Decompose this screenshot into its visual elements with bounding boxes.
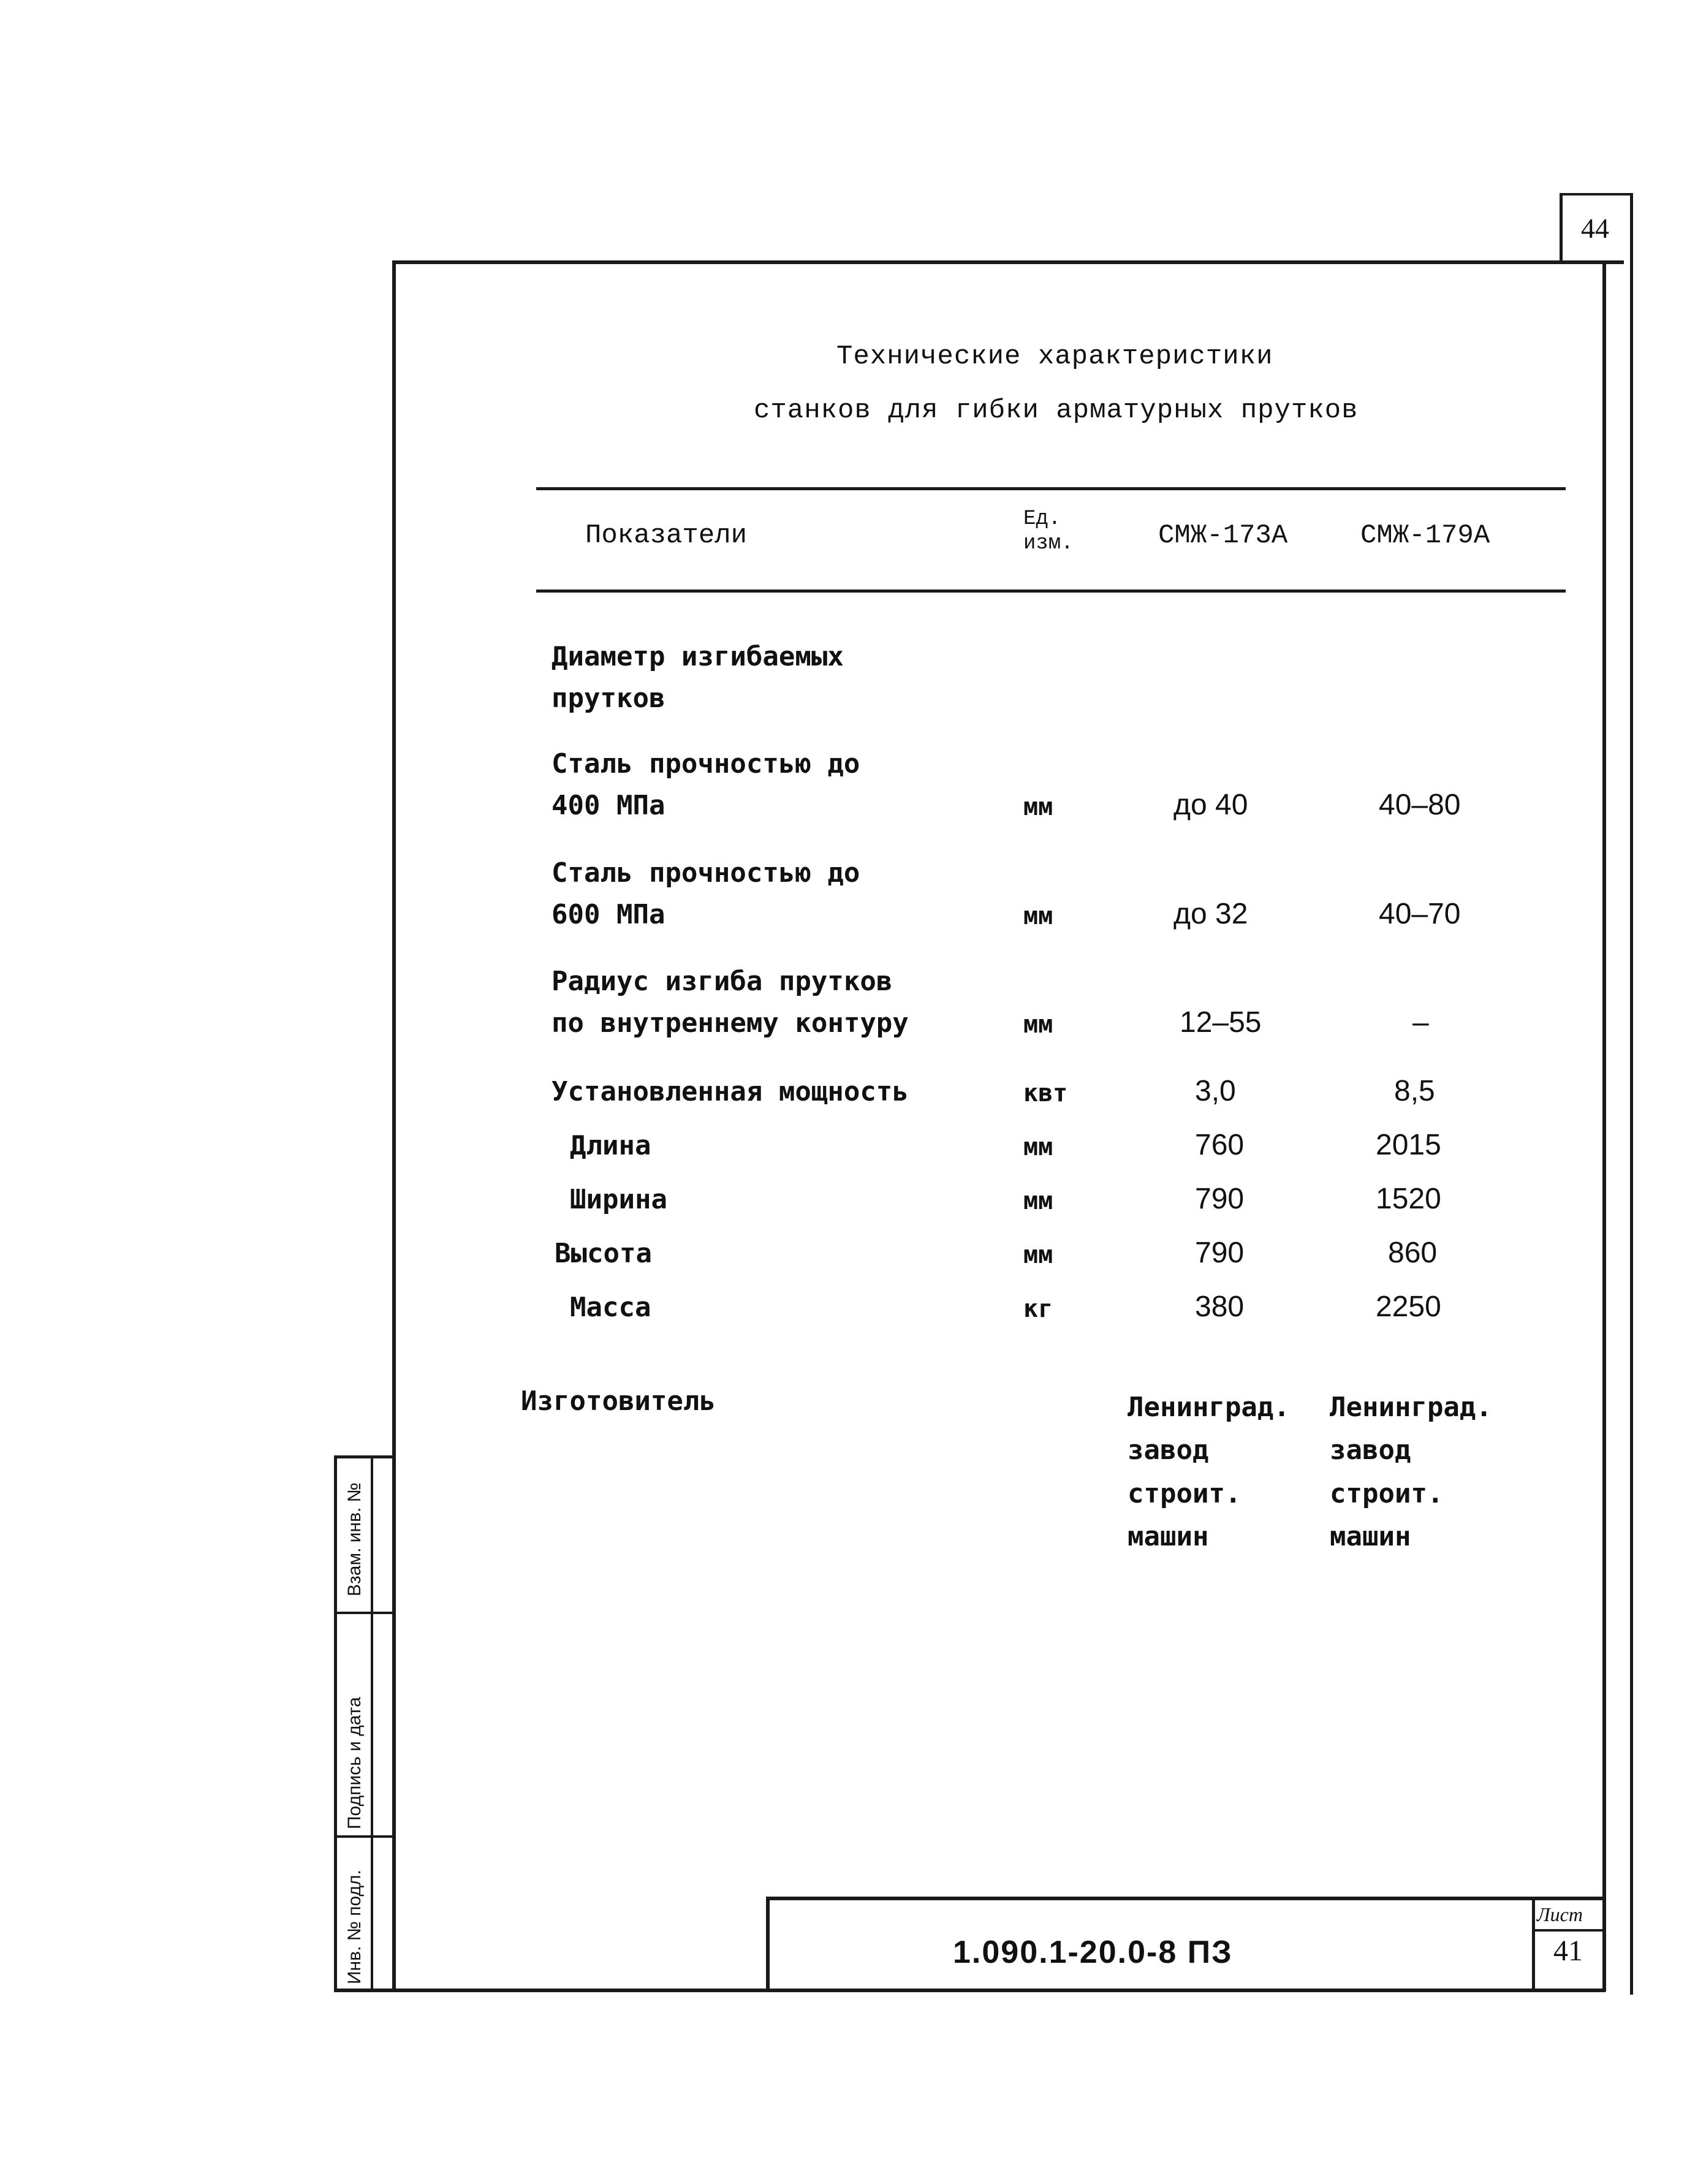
row-v2-power: 8,5 [1394,1075,1435,1107]
row-label-radius-line2: по внутреннему контуру [552,1007,909,1039]
row-label-power: Установленная мощность [552,1076,909,1107]
header-model-1: СМЖ-173А [1158,520,1288,551]
page-title-line2: станков для гибки арматурных прутков [754,395,1359,426]
row-label-height: Высота [555,1238,652,1269]
header-unit-line1: Ед. [1023,507,1061,531]
side-stamp-left [334,1455,337,1992]
side-stamp-top [334,1455,395,1458]
row-v2-radius: – [1412,1006,1429,1039]
header-unit-line2: изм. [1023,532,1074,555]
page-title-line1: Технические характеристики [836,341,1273,372]
side-stamp-col [371,1455,373,1992]
side-stamp-div1 [334,1612,395,1614]
page-number-box-top [1560,193,1633,195]
row-unit-radius: мм [1023,1010,1053,1039]
frame-right-outer [1630,260,1633,1995]
row-unit-power: квт [1023,1079,1068,1107]
row-v1-mass: 380 [1195,1291,1245,1323]
row-unit-steel400: мм [1023,793,1053,821]
row-unit-length: мм [1023,1133,1053,1161]
row-v2-length: 2015 [1376,1129,1441,1161]
title-block-top [766,1897,1605,1900]
page-number-box-right [1630,193,1633,260]
row-v1-radius: 12–55 [1180,1006,1262,1039]
row-v1-steel600: до 32 [1173,898,1248,930]
row-label-steel600-line1: Сталь прочностью до [552,857,860,889]
row-v2-width: 1520 [1376,1183,1441,1215]
row-v1-steel400: до 40 [1173,789,1248,821]
row-label-diameter-line2: прутков [552,683,665,714]
row-unit-width: мм [1023,1187,1053,1215]
title-block-left [766,1897,770,1992]
row-v2-mass: 2250 [1376,1291,1441,1323]
row-label-radius-line1: Радиус изгиба прутков [552,966,893,997]
side-stamp-inv-dup: Взам. инв. № [344,1482,365,1596]
manufacturer-model-2: Ленинград. завод строит. машин [1330,1392,1492,1553]
header-model-2: СМЖ-179А [1360,520,1490,551]
title-block-sheet-sep [1532,1897,1535,1992]
header-indicator: Показатели [585,520,748,551]
row-v2-steel400: 40–80 [1379,789,1461,821]
row-v1-width: 790 [1195,1183,1245,1215]
frame-top [392,260,1624,264]
row-label-steel600-line2: 600 МПа [552,899,665,930]
frame-left [392,260,396,1992]
row-unit-mass: кг [1023,1295,1053,1323]
sheet-number: 41 [1553,1935,1583,1967]
table-header-bottom-rule [536,590,1566,593]
row-v1-length: 760 [1195,1129,1245,1161]
document-code: 1.090.1-20.0-8 ПЗ [953,1935,1233,1970]
row-unit-height: мм [1023,1241,1053,1269]
frame-bottom [334,1989,1605,1992]
row-v2-steel600: 40–70 [1379,898,1461,930]
manufacturer-model-1: Ленинград. завод строит. машин [1128,1392,1290,1553]
page-number: 44 [1581,213,1609,244]
sheet-label: Лист [1537,1903,1583,1925]
row-label-diameter-line1: Диаметр изгибаемых [552,641,844,672]
row-label-steel400-line1: Сталь прочностью до [552,748,860,779]
side-stamp-inv-orig: Инв. № подл. [344,1870,365,1984]
row-v1-height: 790 [1195,1237,1245,1269]
page-number-box-left [1560,193,1563,260]
title-block-sheet-div [1532,1929,1605,1932]
side-stamp-div2 [334,1835,395,1838]
manufacturer-label: Изготовитель [521,1386,716,1417]
frame-right [1602,260,1606,1992]
table-header-top-rule [536,487,1566,490]
row-v1-power: 3,0 [1195,1075,1236,1107]
row-label-steel400-line2: 400 МПа [552,790,665,821]
row-v2-height: 860 [1388,1237,1438,1269]
row-label-length: Длина [570,1130,651,1161]
side-stamp-sign-date: Подпись и дата [344,1697,365,1829]
row-label-mass: Масса [570,1292,651,1323]
row-label-width: Ширина [570,1184,667,1215]
row-unit-steel600: мм [1023,902,1053,930]
